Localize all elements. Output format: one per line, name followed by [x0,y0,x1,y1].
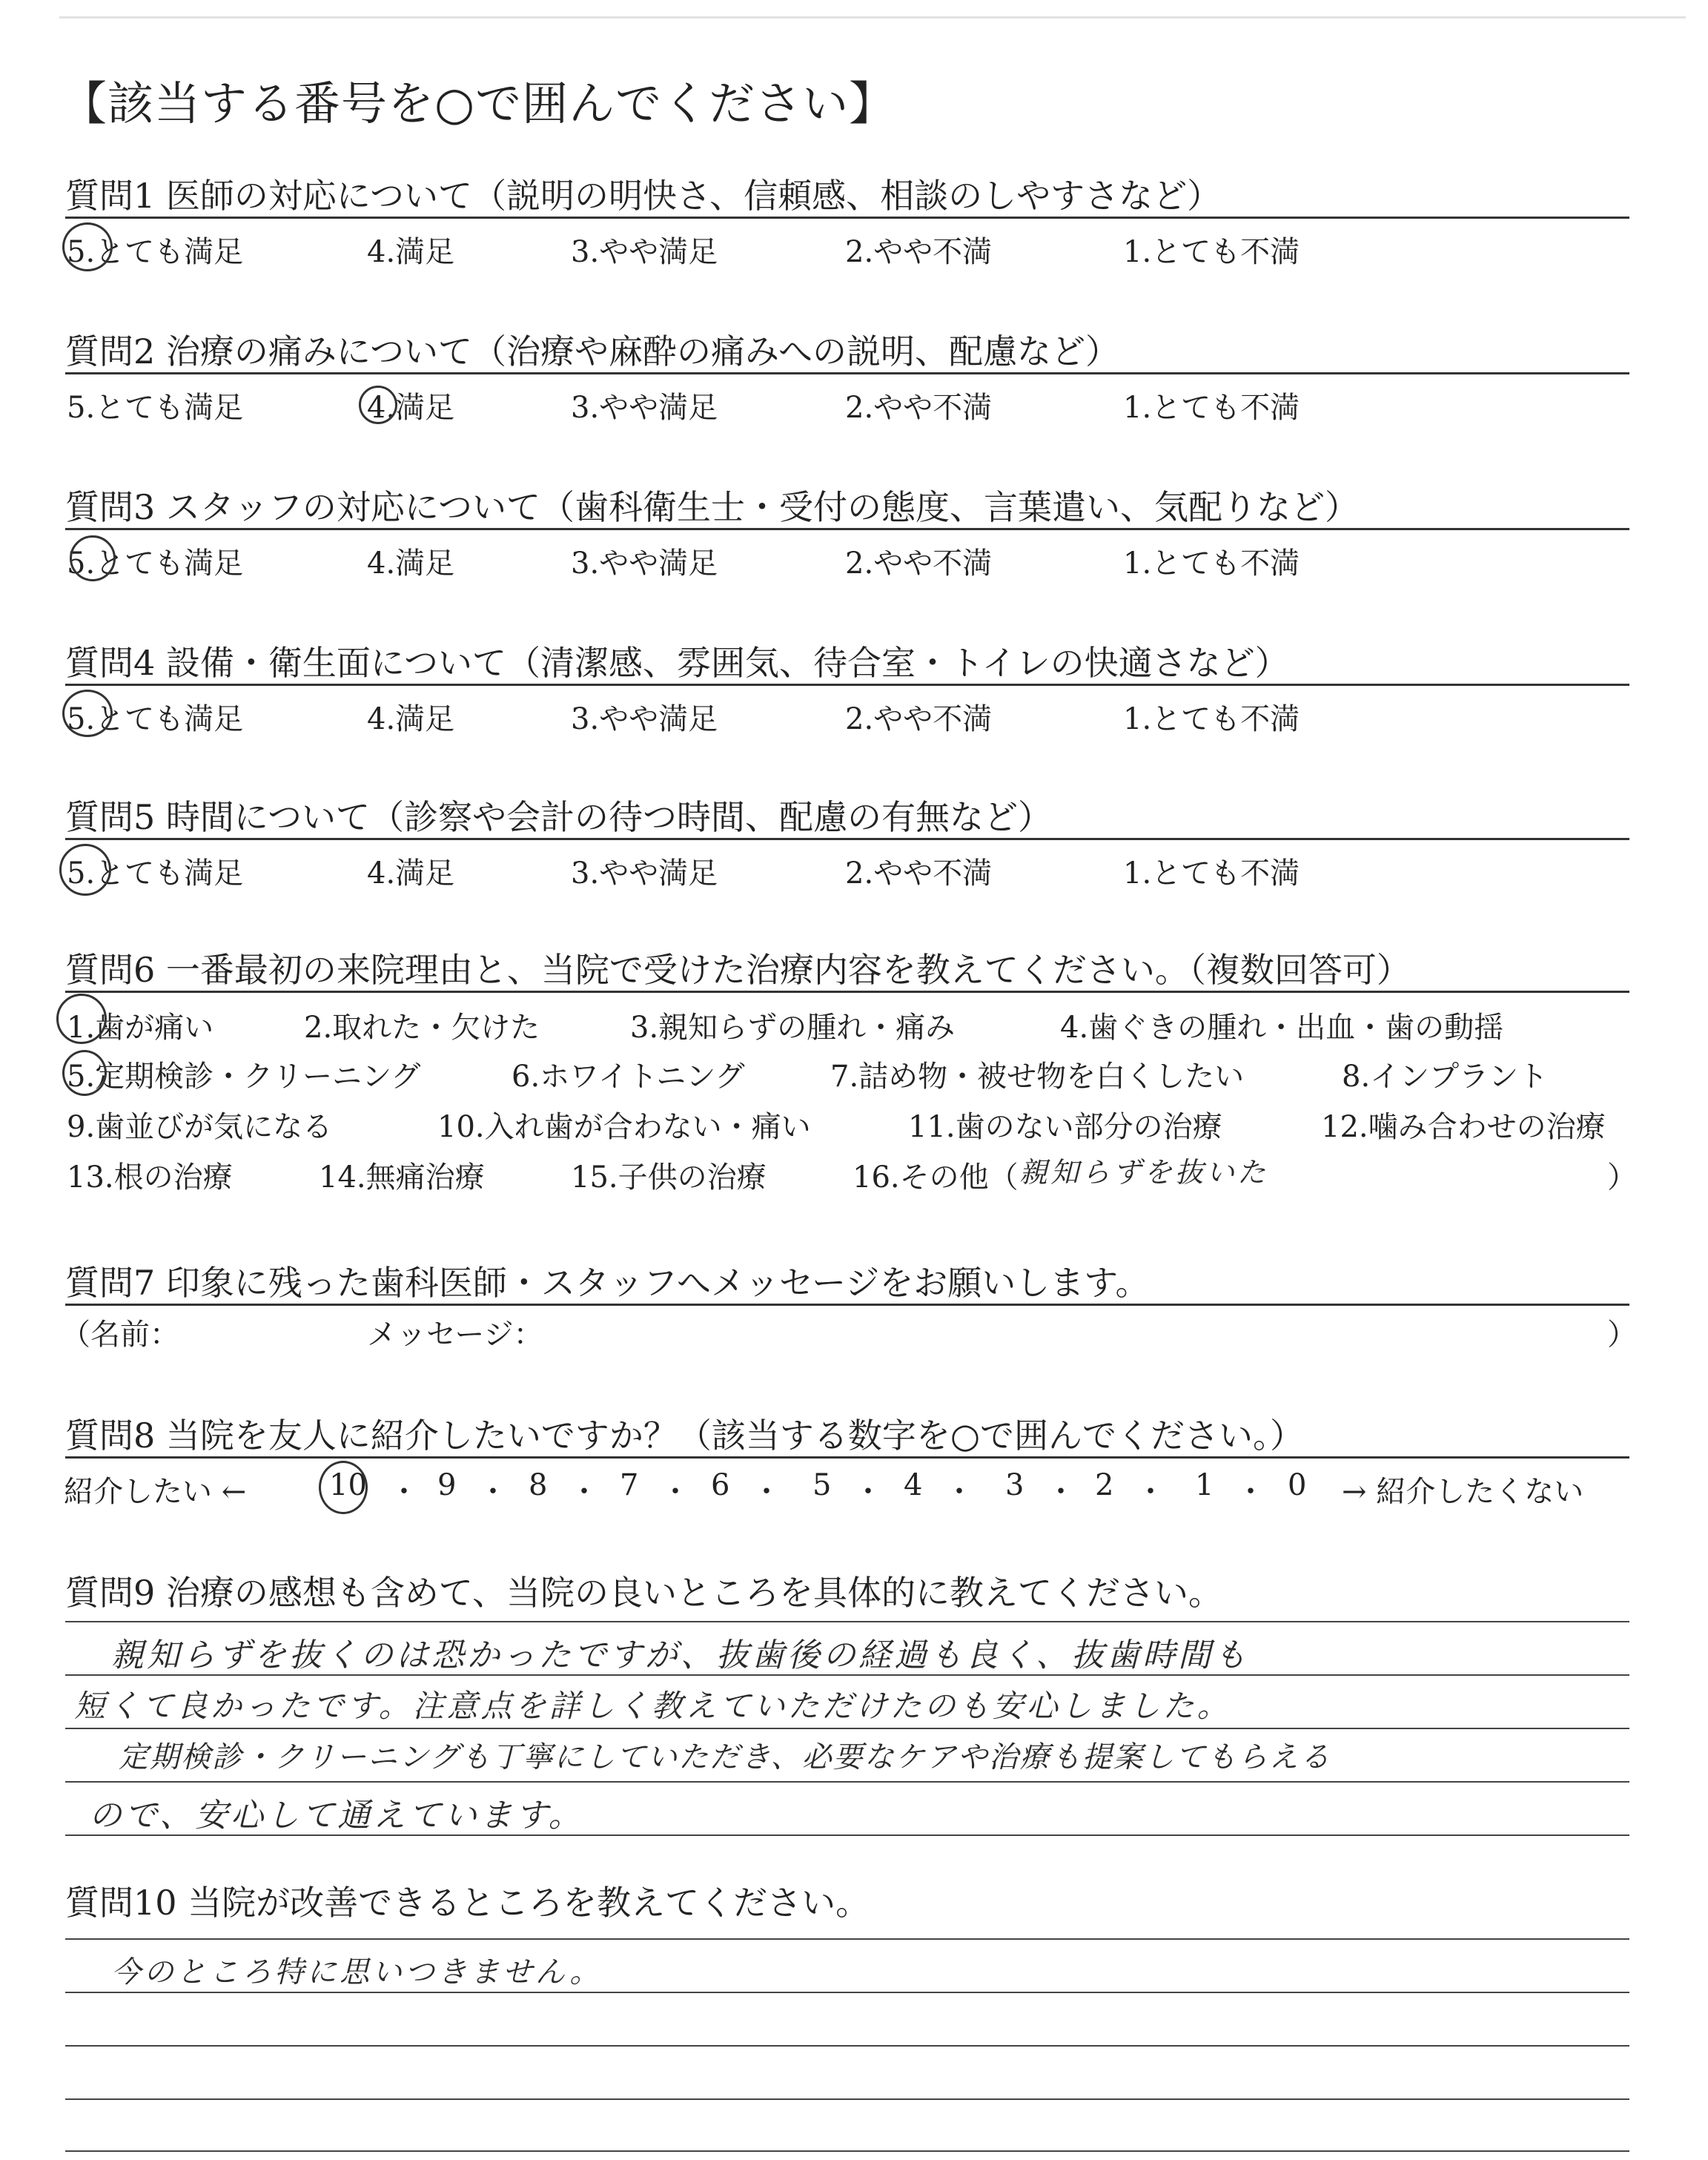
q8-separator: ・ [661,1475,690,1509]
q8-right-label: → 紹介したくない [1342,1475,1584,1509]
q9-answer-line-1 [65,1621,1629,1622]
q5-option-3[interactable]: 3.やや満足 [571,856,718,891]
q5-option-2[interactable]: 2.やや不満 [845,856,993,891]
question-2-heading: 質問2 治療の痛みについて（治療や麻酔の痛みへの説明、配慮など） [65,331,1120,371]
question-7-heading: 質問7 印象に残った歯科医師・スタッフへメッセージをお願いします。 [65,1263,1150,1303]
q8-scale-2[interactable]: 2 [1095,1468,1114,1502]
q8-left-label: 紹介したい ← [64,1475,247,1509]
question-5-rule [65,838,1629,840]
q8-scale-4[interactable]: 4 [904,1468,923,1502]
q8-scale-7[interactable]: 7 [620,1468,639,1502]
q10-answer-line-4 [65,2098,1629,2100]
q8-scale-10[interactable]: 10 [329,1468,367,1502]
q3-option-3[interactable]: 3.やや満足 [571,546,718,581]
q6-selection-circle-5 [62,1050,107,1096]
q4-option-1[interactable]: 1.とても不満 [1123,702,1300,736]
q8-scale-9[interactable]: 9 [437,1468,457,1502]
q6-option-14[interactable]: 14.無痛治療 [319,1160,485,1195]
q8-separator: ・ [389,1475,419,1509]
q8-separator: ・ [1046,1475,1076,1509]
q4-selection-circle [62,690,113,737]
q6-option-3[interactable]: 3.親知らずの腫れ・痛み [630,1011,956,1045]
question-10-heading: 質問10 当院が改善できるところを教えてください。 [65,1883,870,1923]
q2-option-4[interactable]: 4.満足 [367,391,455,425]
q2-selection-circle [359,386,397,424]
q10-answer-line-3 [65,2045,1629,2047]
q6-option-6[interactable]: 6.ホワイトニング [512,1060,745,1094]
q6-option-11[interactable]: 11.歯のない部分の治療 [908,1110,1222,1144]
q1-selection-circle [62,222,113,271]
q9-handwritten-line-4[interactable]: ので、安心して通えています。 [89,1797,584,1834]
q6-option-8[interactable]: 8.インプラント [1342,1060,1549,1094]
q3-option-1[interactable]: 1.とても不満 [1123,546,1300,581]
q4-option-2[interactable]: 2.やや不満 [845,702,993,736]
q6-option-16[interactable]: 16.その他（ [853,1160,1019,1195]
question-9-heading: 質問9 治療の感想も含めて、当院の良いところを具体的に教えてください。 [65,1573,1222,1613]
q9-handwritten-line-1[interactable]: 親知らずを抜くのは恐かったですが、抜歯後の経過も良く、抜歯時間も [111,1636,1250,1674]
question-1-heading: 質問1 医師の対応について（説明の明快さ、信頼感、相談のしやすさなど） [65,176,1222,216]
question-2-rule [65,372,1629,374]
q8-separator: ・ [569,1475,599,1509]
question-3-rule [65,528,1629,530]
q3-option-4[interactable]: 4.満足 [367,546,455,581]
question-3-heading: 質問3 スタッフの対応について（歯科衛生士・受付の態度、言葉遣い、気配りなど） [65,487,1359,527]
q9-answer-line-3 [65,1728,1629,1729]
q3-option-2[interactable]: 2.やや不満 [845,546,993,581]
q5-selection-circle [59,844,111,896]
q3-option-5[interactable]: 5.とても満足 [67,546,244,581]
question-6-heading: 質問6 一番最初の来院理由と、当院で受けた治療内容を教えてください。（複数回答可） [65,950,1411,990]
q6-option-12[interactable]: 12.噛み合わせの治療 [1321,1110,1606,1144]
q10-answer-line-2 [65,1992,1629,1993]
q2-option-5[interactable]: 5.とても満足 [67,391,244,425]
q6-selection-circle-1 [56,994,107,1044]
q1-option-5[interactable]: 5.とても満足 [67,235,244,269]
q8-scale-3[interactable]: 3 [1005,1468,1025,1502]
q9-handwritten-line-2[interactable]: 短くて良かったです。注意点を詳しく教えていただけたのも安心しました。 [74,1688,1231,1724]
q5-option-1[interactable]: 1.とても不満 [1123,856,1300,891]
question-8-heading: 質問8 当院を友人に紹介したいですか？（該当する数字を○で囲んでください。） [65,1416,1305,1456]
question-7-rule [65,1304,1629,1306]
page-title: 【該当する番号を○で囲んでください】 [61,76,896,131]
q6-other-close-paren: ） [1607,1160,1637,1195]
q6-option-7[interactable]: 7.詰め物・被せ物を白くしたい [830,1060,1245,1094]
q1-option-3[interactable]: 3.やや満足 [571,235,718,269]
q2-option-3[interactable]: 3.やや満足 [571,391,718,425]
q6-option-9[interactable]: 9.歯並びが気になる [67,1110,333,1144]
question-8-rule [65,1456,1629,1459]
q6-option-1[interactable]: 1.歯が痛い [67,1011,214,1045]
q6-option-5[interactable]: 5.定期検診・クリーニング [67,1060,421,1094]
q8-scale-8[interactable]: 8 [529,1468,548,1502]
q6-option-2[interactable]: 2.取れた・欠けた [304,1011,540,1045]
q7-message-label: メッセージ： [367,1318,543,1352]
q8-separator: ・ [1236,1475,1265,1509]
q8-scale-0[interactable]: 0 [1288,1468,1307,1502]
q2-option-2[interactable]: 2.やや不満 [845,391,993,425]
q10-handwritten-line-1[interactable]: 今のところ特に思いつきません。 [111,1955,603,1989]
q6-other-handwritten[interactable]: 親知らずを抜いた [1019,1156,1269,1189]
q5-option-5[interactable]: 5.とても満足 [67,856,244,891]
q1-option-1[interactable]: 1.とても不満 [1123,235,1300,269]
q8-selection-circle [319,1461,368,1514]
q8-separator: ・ [944,1475,974,1509]
question-5-heading: 質問5 時間について（診察や会計の待つ時間、配慮の有無など） [65,797,1052,837]
page-top-edge [59,16,1686,19]
q10-answer-line-1 [65,1938,1629,1940]
q8-scale-1[interactable]: 1 [1195,1468,1214,1502]
question-4-heading: 質問4 設備・衛生面について（清潔感、雰囲気、待合室・トイレの快適さなど） [65,643,1289,683]
q9-handwritten-line-3[interactable]: 定期検診・クリーニングも丁寧にしていただき、必要なケアや治療も提案してもらえる [119,1740,1331,1774]
q7-name-label: （名前： [61,1318,179,1352]
q8-scale-5[interactable]: 5 [812,1468,832,1502]
q8-separator: ・ [752,1475,781,1509]
q1-option-2[interactable]: 2.やや不満 [845,235,993,269]
q5-option-4[interactable]: 4.満足 [367,856,455,891]
q8-separator: ・ [478,1475,508,1509]
q1-option-4[interactable]: 4.満足 [367,235,455,269]
q6-option-4[interactable]: 4.歯ぐきの腫れ・出血・歯の動揺 [1060,1011,1504,1045]
q10-answer-line-5 [65,2150,1629,2152]
q8-scale-6[interactable]: 6 [711,1468,730,1502]
q2-option-1[interactable]: 1.とても不満 [1123,391,1300,425]
q4-option-3[interactable]: 3.やや満足 [571,702,718,736]
q4-option-5[interactable]: 5.とても満足 [67,702,244,736]
q9-answer-line-4 [65,1781,1629,1783]
question-4-rule [65,684,1629,686]
q4-option-4[interactable]: 4.満足 [367,702,455,736]
q8-separator: ・ [853,1475,883,1509]
q6-option-10[interactable]: 10.入れ歯が合わない・痛い [437,1110,811,1144]
question-1-rule [65,217,1629,219]
q3-selection-circle [70,535,116,581]
q6-option-13[interactable]: 13.根の治療 [67,1160,233,1195]
q7-close-paren: ） [1607,1318,1637,1352]
q6-option-15[interactable]: 15.子供の治療 [571,1160,767,1195]
q8-separator: ・ [1136,1475,1165,1509]
question-6-rule [65,991,1629,993]
